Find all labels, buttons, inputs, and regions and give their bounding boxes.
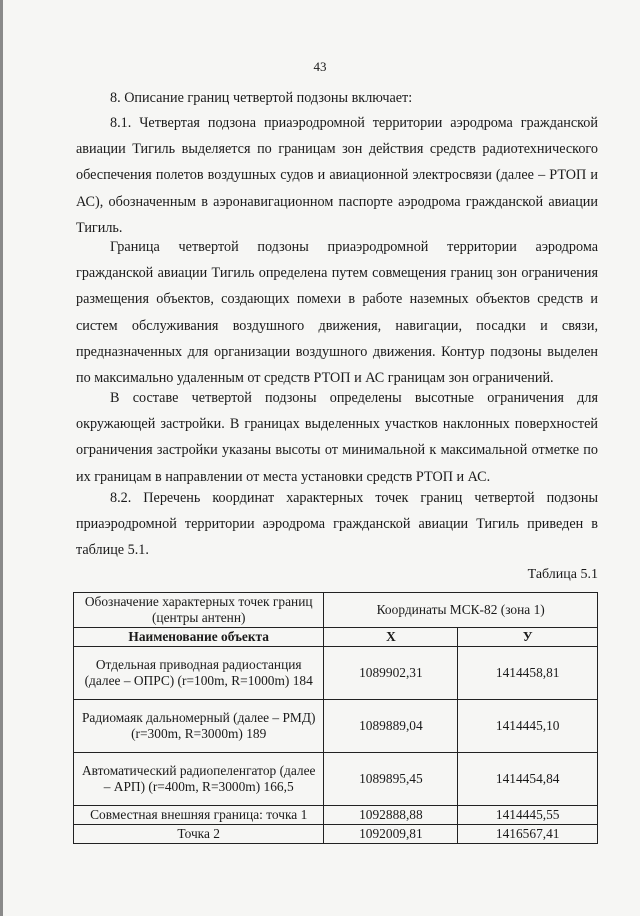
paragraph-8-1 [76,110,598,241]
row-x: 1089902,31 [324,647,458,700]
subheader-x: X [324,628,458,647]
paragraph-8-2 [76,485,598,564]
table-subheader-row [74,628,598,647]
paragraph-section-8 [76,85,598,111]
row-y: 1416567,41 [458,825,598,844]
paragraph-text: Граница четвертой подзоны приаэродромной территории аэродрома гражданской авиации Тигиль определена путем совмещения границ зон ограничения размещения объектов, создающих помехи в работе наземных объектов средств и систем обслуживания воздушного движения, навигации, посадки и связи, предназначенных для организации воздушного движения. Контур подзоны выделен по максимально удаленным от средств РТОП и АС границам зон ограничений. [76,239,598,387]
table-row [74,825,598,844]
subheader-y: У [458,628,598,647]
row-y: 1414445,55 [458,806,598,825]
page-number: 43 [313,59,327,74]
row-x: 1089889,04 [324,700,458,753]
paragraph-boundary [76,234,598,391]
row-name: Радиомаяк дальномерный (далее – РМД) (r=300m, R=3000m) 189 [74,700,324,753]
table-row [74,700,598,753]
table-row [74,753,598,806]
table-caption: Таблица 5.1 [527,567,598,582]
table-row [74,647,598,700]
paragraph-text: 8. Описание границ четвертой подзоны включает: [110,90,413,106]
row-x: 1092009,81 [324,825,458,844]
paragraph-text: 8.2. Перечень координат характерных точек границ четвертой подзоны приаэродромной территории аэродрома гражданской авиации Тигиль приведен в таблице 5.1. [76,490,598,559]
page-edge-shadow [0,0,3,916]
table-header-row [74,593,598,628]
row-name: Автоматический радиопеленгатор (далее – АРП) (r=400m, R=3000m) 166,5 [74,753,324,806]
row-x: 1092888,88 [324,806,458,825]
paragraph-text: В составе четвертой подзоны определены высотные ограничения для окружающей застройки. В границах выделенных участков наклонных поверхностей ограничения застройки указаны высоты от минимальной к максимальной отметке по их границам в направлении от места установки средств РТОП и АС. [76,390,598,485]
paragraph-height-limits [76,385,598,490]
row-name: Отдельная приводная радиостанция (далее – ОПРС) (r=100m, R=1000m) 184 [74,647,324,700]
row-y: 1414445,10 [458,700,598,753]
header-coordinates: Координаты МСК-82 (зона 1) [324,593,598,628]
row-y: 1414454,84 [458,753,598,806]
coordinates-table [73,592,598,844]
paragraph-text: 8.1. Четвертая подзона приаэродромной территории аэродрома гражданской авиации Тигиль выделяется по границам зон действия средств радиотехнического обеспечения полетов воздушных судов и авиационной электросвязи (далее – РТОП и АС), обозначенным в аэронавигационном паспорте аэродрома гражданской авиации Тигиль. [76,115,598,236]
row-x: 1089895,45 [324,753,458,806]
table-row [74,806,598,825]
row-name: Точка 2 [74,825,324,844]
row-y: 1414458,81 [458,647,598,700]
subheader-name: Наименование объекта [74,628,324,647]
header-points: Обозначение характерных точек границ (центры антенн) [74,593,324,628]
row-name: Совместная внешняя граница: точка 1 [74,806,324,825]
